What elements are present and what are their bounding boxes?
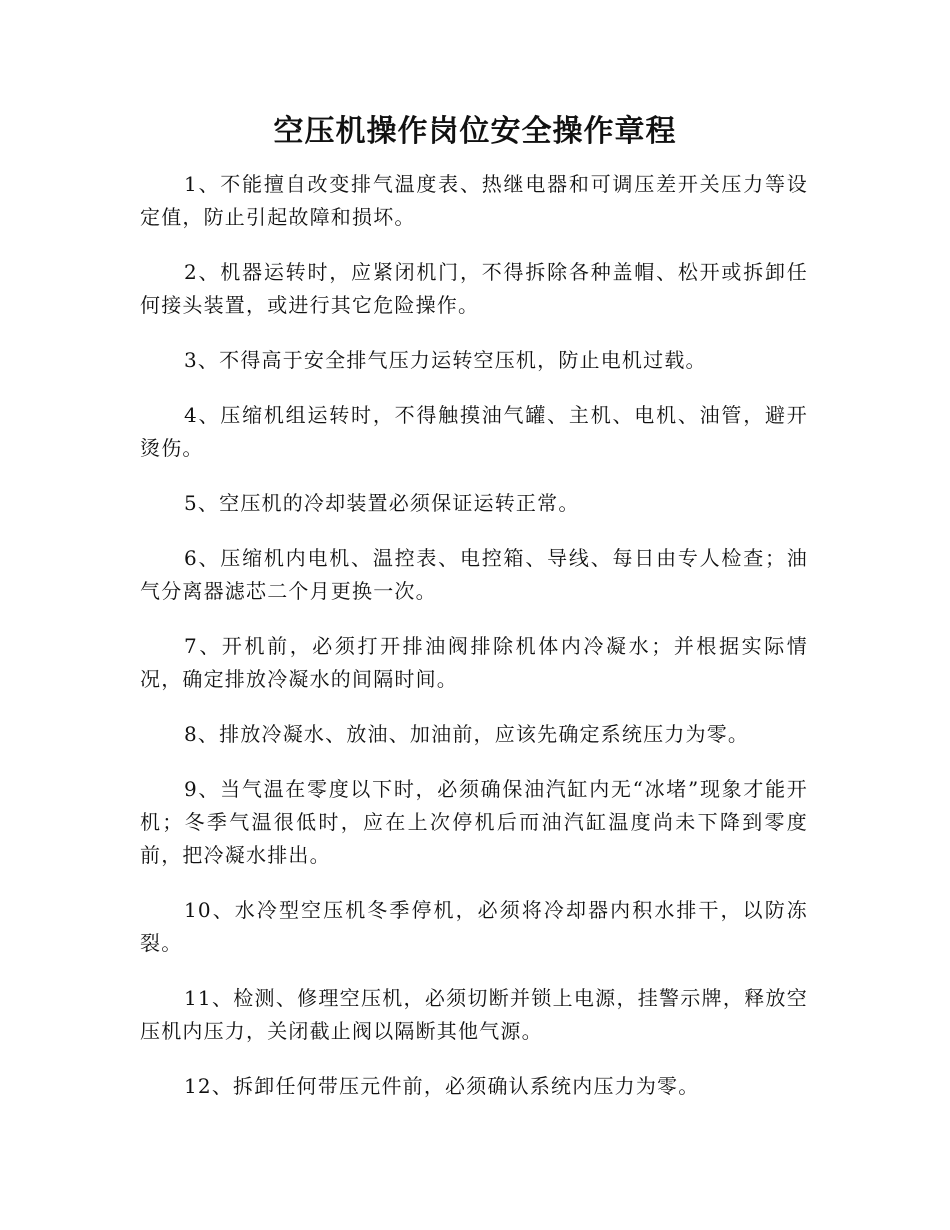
rule-paragraph-11: 11、检测、修理空压机，必须切断并锁上电源，挂警示牌，释放空压机内压力，关闭截止阀以隔断其他气源。 [140, 986, 808, 1043]
rule-paragraph-1: 1、不能擅自改变排气温度表、热继电器和可调压差开关压力等设定值，防止引起故障和损坏。 [140, 172, 808, 229]
document-body [140, 168, 808, 1125]
rule-paragraph-9: 9、当气温在零度以下时，必须确保油汽缸内无“冰堵”现象才能开机；冬季气温很低时，应在上次停机后而油汽缸温度尚未下降到零度前，把冷凝水排出。 [140, 777, 808, 867]
rule-paragraph-3: 3、不得高于安全排气压力运转空压机，防止电机过载。 [184, 348, 707, 372]
rule-paragraph-7: 7、开机前，必须打开排油阀排除机体内冷凝水；并根据实际情况，确定排放冷凝水的间隔时间。 [140, 634, 808, 691]
rule-paragraph-12: 12、拆卸任何带压元件前，必须确认系统内压力为零。 [184, 1074, 700, 1098]
rule-paragraph-6: 6、压缩机内电机、温控表、电控箱、导线、每日由专人检查；油气分离器滤芯二个月更换一次。 [140, 546, 808, 603]
rule-paragraph-2: 2、机器运转时，应紧闭机门，不得拆除各种盖帽、松开或拆卸任何接头装置，或进行其它危险操作。 [140, 260, 808, 317]
rule-paragraph-8: 8、排放冷凝水、放油、加油前，应该先确定系统压力为零。 [184, 722, 750, 746]
rule-paragraph-5: 5、空压机的冷却装置必须保证运转正常。 [184, 491, 580, 515]
rule-paragraph-10: 10、水冷型空压机冬季停机，必须将冷却器内积水排干，以防冻裂。 [140, 898, 808, 955]
document-title: 空压机操作岗位安全操作章程 [273, 114, 677, 149]
rule-paragraph-4: 4、压缩机组运转时，不得触摸油气罐、主机、电机、油管，避开烫伤。 [140, 403, 808, 460]
